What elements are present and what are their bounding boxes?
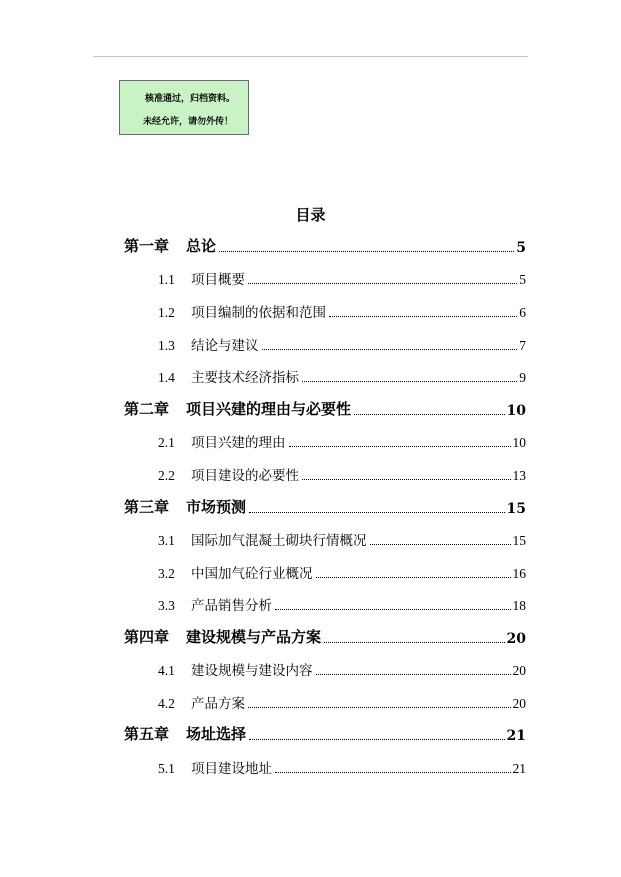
toc-entry-page: 21 bbox=[512, 761, 526, 776]
toc-section-entry[interactable] bbox=[158, 529, 526, 549]
toc-entry-page: 9 bbox=[519, 370, 526, 385]
header-rule bbox=[93, 56, 528, 57]
toc-section-entry[interactable] bbox=[158, 692, 526, 712]
toc-entry-label: 产品销售分析 bbox=[191, 598, 272, 614]
toc-entry-label: 项目兴建的理由与必要性 bbox=[186, 400, 352, 418]
toc-chapter-entry[interactable] bbox=[124, 236, 526, 256]
toc-entry-label: 总论 bbox=[186, 237, 217, 255]
toc-entry-page: 20 bbox=[512, 696, 526, 711]
toc-entry-label: 建设规模与建设内容 bbox=[191, 663, 313, 679]
toc-entry-number: 4.1 bbox=[158, 663, 175, 678]
toc-section-entry[interactable] bbox=[158, 301, 526, 321]
toc-entry-number: 第四章 bbox=[124, 628, 170, 646]
toc-entry-label: 项目兴建的理由 bbox=[191, 435, 286, 451]
toc-entry-number: 第二章 bbox=[124, 400, 170, 418]
toc-dot-leader bbox=[249, 512, 505, 513]
toc-dot-leader bbox=[275, 772, 511, 773]
toc-entry-page: 10 bbox=[506, 403, 526, 419]
toc-entry-page: 15 bbox=[506, 501, 526, 517]
toc-entry-number: 第一章 bbox=[124, 237, 170, 255]
toc-section-entry[interactable] bbox=[158, 594, 526, 614]
toc-section-entry[interactable] bbox=[158, 334, 526, 354]
toc-entry-number: 1.1 bbox=[158, 272, 175, 287]
toc-entry-page: 10 bbox=[512, 435, 526, 450]
toc-dot-leader bbox=[302, 381, 517, 382]
stamp-line-confidential: 未经允许，请勿外传！ bbox=[142, 117, 233, 127]
toc-entry-label: 项目概要 bbox=[191, 272, 245, 288]
toc-dot-leader bbox=[248, 707, 511, 708]
toc-section-entry[interactable] bbox=[158, 659, 526, 679]
toc-chapter-entry[interactable] bbox=[124, 497, 526, 517]
toc-entry-label: 项目编制的依据和范围 bbox=[191, 305, 326, 321]
toc-entry-label: 项目建设的必要性 bbox=[191, 468, 299, 484]
toc-entry-page: 13 bbox=[512, 468, 526, 483]
toc-entry-page: 5 bbox=[519, 272, 526, 287]
toc-entry-label: 市场预测 bbox=[186, 498, 247, 516]
toc-entry-label: 主要技术经济指标 bbox=[191, 370, 299, 386]
stamp-line-approved: 核准通过，归档资料。 bbox=[144, 94, 235, 104]
toc-entry-number: 5.1 bbox=[158, 761, 175, 776]
toc-entry-number: 2.2 bbox=[158, 468, 175, 483]
toc-entry-number: 1.3 bbox=[158, 338, 175, 353]
toc-section-entry[interactable] bbox=[158, 366, 526, 386]
toc-dot-leader bbox=[262, 349, 518, 350]
toc-entry-number: 3.2 bbox=[158, 566, 175, 581]
toc-entry-label: 场址选择 bbox=[186, 725, 247, 743]
toc-entry-number: 1.4 bbox=[158, 370, 175, 385]
toc-section-entry[interactable] bbox=[158, 464, 526, 484]
toc-section-entry[interactable] bbox=[158, 757, 526, 777]
toc-section-entry[interactable] bbox=[158, 562, 526, 582]
toc-entry-number: 2.1 bbox=[158, 435, 175, 450]
toc-dot-leader bbox=[219, 251, 514, 252]
toc-dot-leader bbox=[316, 674, 511, 675]
toc-dot-leader bbox=[329, 316, 517, 317]
toc-entry-page: 7 bbox=[519, 338, 526, 353]
toc-entry-page: 21 bbox=[506, 728, 526, 744]
toc-entry-label: 国际加气混凝土砌块行情概况 bbox=[191, 533, 367, 549]
toc-entry-label: 项目建设地址 bbox=[191, 761, 272, 777]
toc-chapter-entry[interactable] bbox=[124, 627, 526, 647]
toc-entry-number: 3.3 bbox=[158, 598, 175, 613]
toc-entry-page: 20 bbox=[506, 631, 526, 647]
toc-entry-number: 第五章 bbox=[124, 725, 170, 743]
toc-section-entry[interactable] bbox=[158, 431, 526, 451]
toc-dot-leader bbox=[370, 544, 511, 545]
toc-entry-number: 1.2 bbox=[158, 305, 175, 320]
toc-dot-leader bbox=[324, 642, 505, 643]
toc-dot-leader bbox=[302, 479, 511, 480]
toc-entry-label: 建设规模与产品方案 bbox=[186, 628, 322, 646]
approval-stamp bbox=[119, 80, 249, 135]
toc-entry-page: 16 bbox=[512, 566, 526, 581]
toc-dot-leader bbox=[248, 283, 517, 284]
toc-dot-leader bbox=[316, 577, 511, 578]
toc-entry-page: 5 bbox=[516, 240, 526, 256]
toc-title: 目录 bbox=[295, 206, 326, 224]
toc-chapter-entry[interactable] bbox=[124, 724, 526, 744]
toc-section-entry[interactable] bbox=[158, 268, 526, 288]
toc-dot-leader bbox=[275, 609, 511, 610]
toc-entry-page: 20 bbox=[512, 663, 526, 678]
toc-entry-page: 6 bbox=[519, 305, 526, 320]
toc-entry-label: 中国加气砼行业概况 bbox=[191, 566, 313, 582]
toc-dot-leader bbox=[249, 739, 505, 740]
toc-entry-label: 结论与建议 bbox=[191, 338, 259, 354]
toc-entry-number: 3.1 bbox=[158, 533, 175, 548]
toc-entry-label: 产品方案 bbox=[191, 696, 245, 712]
toc-chapter-entry[interactable] bbox=[124, 399, 526, 419]
toc-entry-page: 15 bbox=[512, 533, 526, 548]
toc-dot-leader bbox=[289, 446, 511, 447]
toc-dot-leader bbox=[354, 414, 505, 415]
toc-entry-number: 第三章 bbox=[124, 498, 170, 516]
toc-entry-number: 4.2 bbox=[158, 696, 175, 711]
toc-entry-page: 18 bbox=[512, 598, 526, 613]
